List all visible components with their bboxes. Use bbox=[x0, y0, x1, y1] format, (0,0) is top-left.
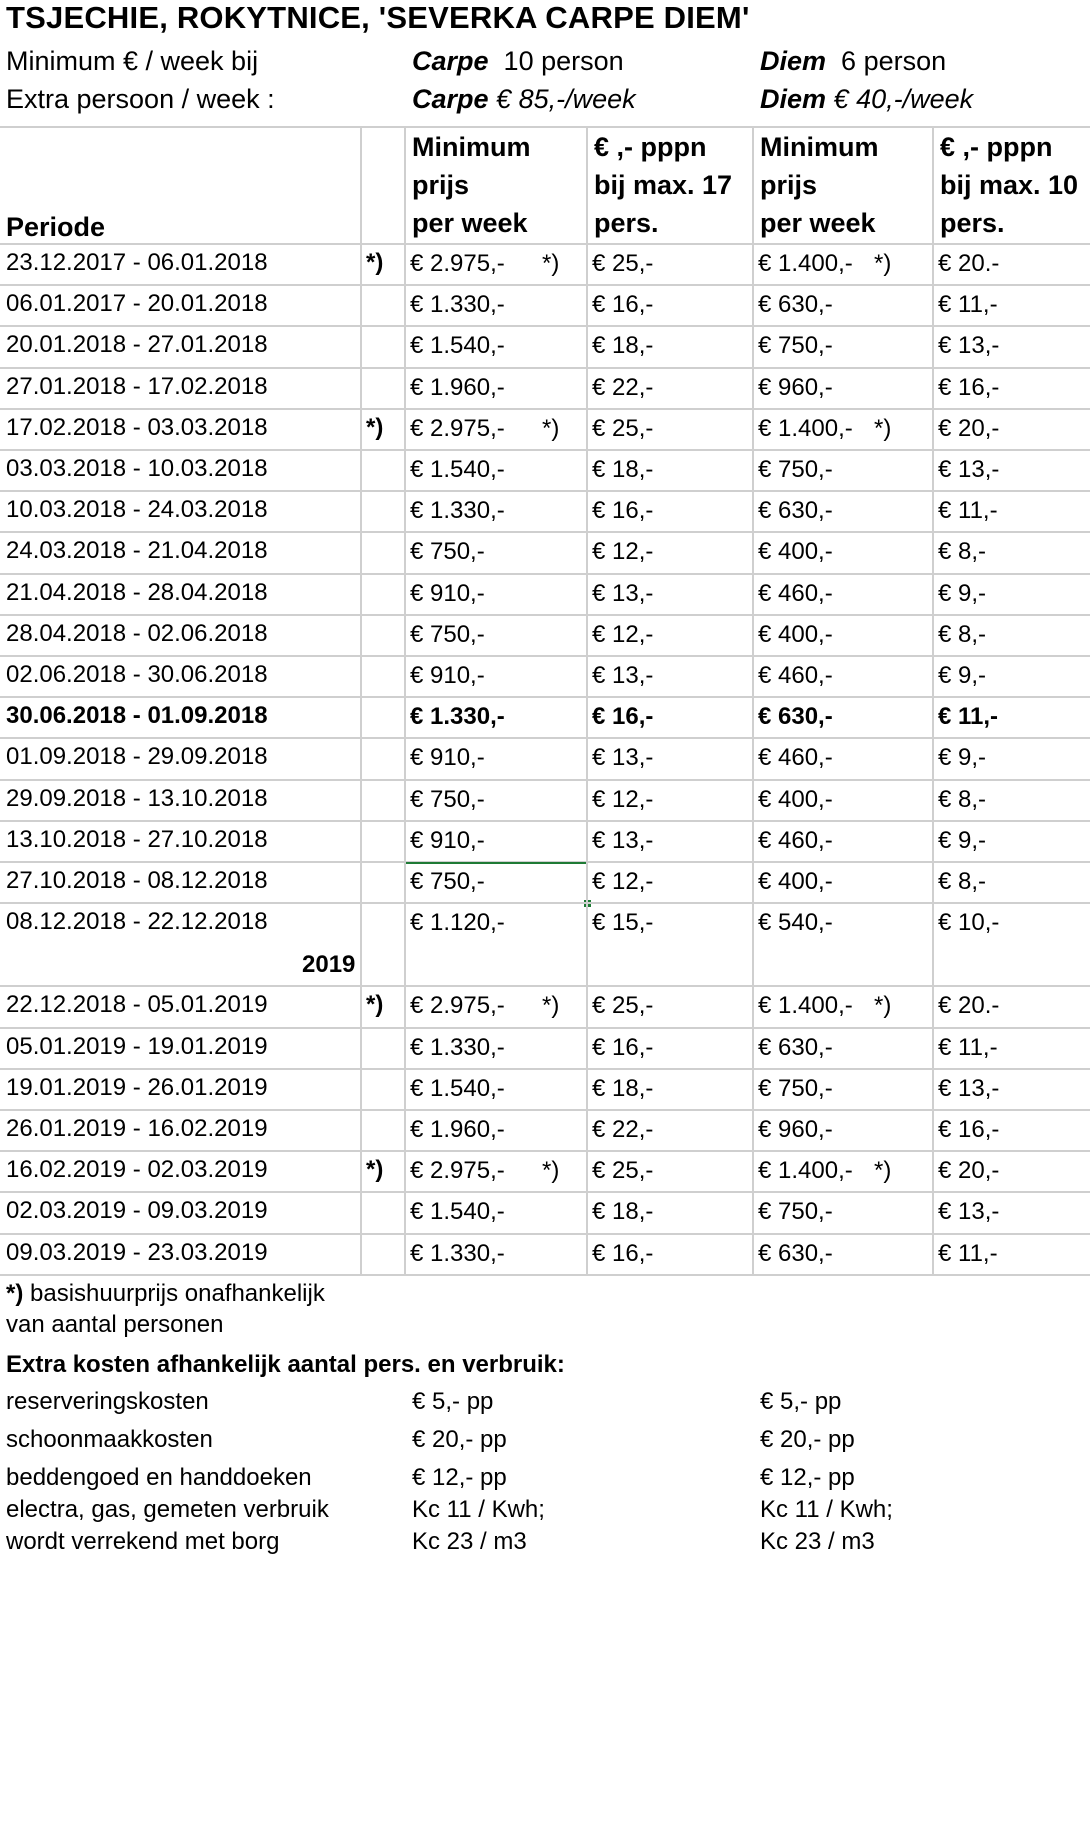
col-border bbox=[752, 126, 754, 1274]
row-carpe-pppn: € 12,- bbox=[592, 868, 654, 895]
row-border bbox=[0, 1150, 1090, 1152]
carpe-extra: Carpe € 85,-/week bbox=[412, 84, 636, 114]
row-diem-min-mark: *) bbox=[874, 414, 892, 442]
row-carpe-min: € 910,- bbox=[410, 744, 485, 772]
row-period: 10.03.2018 - 24.03.2018 bbox=[6, 496, 268, 524]
row-border bbox=[0, 655, 1090, 657]
row-diem-min: € 400,- bbox=[758, 538, 833, 566]
row-carpe-pppn: € 12,- bbox=[592, 785, 654, 813]
row-diem-pppn: € 20.- bbox=[938, 250, 1000, 277]
row-carpe-min: € 1.540,- bbox=[410, 456, 505, 483]
row-diem-min: € 960,- bbox=[758, 373, 833, 401]
row-carpe-min: € 1.120,- bbox=[410, 909, 505, 937]
col-diem-min: Minimum prijs per week bbox=[760, 132, 879, 238]
col-periode: Periode bbox=[6, 212, 106, 242]
row-period: 19.01.2019 - 26.01.2019 bbox=[6, 1073, 268, 1101]
col-carpe-min: Minimum prijs per week bbox=[412, 132, 531, 238]
row-mark: *) bbox=[366, 413, 384, 441]
extra-person-label: Extra persoon / week : bbox=[6, 84, 275, 114]
row-carpe-min: € 1.330,- bbox=[410, 497, 505, 525]
row-diem-pppn: € 11,- bbox=[938, 1033, 998, 1061]
diem-extra: Diem € 40,-/week bbox=[760, 84, 974, 114]
row-carpe-pppn: € 12,- bbox=[592, 538, 654, 566]
row-diem-pppn: € 20,- bbox=[938, 1157, 1000, 1185]
row-diem-min: € 630,- bbox=[758, 1239, 833, 1267]
extra-cost-label: wordt verrekend met borg bbox=[6, 1528, 280, 1555]
header-bottom-border bbox=[0, 243, 1090, 245]
row-diem-min-mark: *) bbox=[874, 1157, 892, 1185]
row-period: 22.12.2018 - 05.01.2019 bbox=[6, 991, 268, 1019]
row-period: 21.04.2018 - 28.04.2018 bbox=[6, 578, 268, 606]
row-carpe-pppn: € 16,- bbox=[592, 291, 654, 319]
extra-cost-diem: € 5,- pp bbox=[760, 1388, 842, 1415]
row-period: 28.04.2018 - 02.06.2018 bbox=[6, 619, 268, 647]
row-border bbox=[0, 1109, 1090, 1111]
row-border bbox=[0, 820, 1090, 822]
row-carpe-min: € 2.975,- bbox=[410, 992, 505, 1020]
row-period: 13.10.2018 - 27.10.2018 bbox=[6, 825, 268, 853]
row-diem-pppn: € 8,- bbox=[938, 785, 987, 813]
row-diem-pppn: € 9,- bbox=[938, 826, 987, 854]
row-carpe-min-mark: *) bbox=[542, 1157, 560, 1185]
extra-cost-carpe: Kc 11 / Kwh; bbox=[412, 1496, 545, 1523]
row-border bbox=[0, 490, 1090, 492]
row-diem-min: € 750,- bbox=[758, 456, 833, 483]
row-period: 24.03.2018 - 21.04.2018 bbox=[6, 537, 268, 565]
table-top-border bbox=[0, 126, 1090, 128]
carpe-minimum bbox=[412, 46, 624, 77]
row-carpe-pppn: € 13,- bbox=[592, 826, 654, 854]
row-diem-pppn: € 16,- bbox=[938, 373, 1000, 401]
diem-min-persons: 6 person bbox=[841, 46, 947, 76]
row-diem-min: € 460,- bbox=[758, 579, 833, 607]
row-carpe-min: € 1.540,- bbox=[410, 332, 505, 360]
row-diem-min: € 1.400,- bbox=[758, 414, 853, 442]
extra-cost-carpe: € 5,- pp bbox=[412, 1388, 494, 1415]
row-carpe-pppn: € 25,- bbox=[592, 250, 654, 277]
row-border bbox=[0, 985, 1090, 987]
row-carpe-pppn: € 18,- bbox=[592, 332, 654, 360]
row-carpe-min: € 2.975,- bbox=[410, 250, 505, 277]
row-carpe-pppn: € 16,- bbox=[592, 1239, 654, 1267]
row-carpe-min: € 1.330,- bbox=[410, 291, 505, 319]
minimum-label: Minimum € / week bij bbox=[6, 46, 259, 76]
row-diem-min: € 630,- bbox=[758, 291, 833, 319]
row-diem-pppn: € 11,- bbox=[938, 1239, 998, 1267]
extra-cost-diem: Kc 23 / m3 bbox=[760, 1528, 875, 1555]
row-carpe-min: € 910,- bbox=[410, 826, 485, 854]
row-carpe-min: € 1.960,- bbox=[410, 373, 505, 401]
row-diem-pppn: € 13,- bbox=[938, 456, 1000, 483]
row-carpe-pppn: € 25,- bbox=[592, 414, 654, 442]
row-diem-min: € 460,- bbox=[758, 744, 833, 772]
carpe-name: Carpe bbox=[412, 46, 489, 76]
row-period: 02.06.2018 - 30.06.2018 bbox=[6, 661, 268, 688]
row-diem-min: € 400,- bbox=[758, 620, 833, 648]
year-label: 2019 bbox=[302, 951, 356, 979]
row-carpe-min: € 1.330,- bbox=[410, 1033, 505, 1061]
row-carpe-min: € 2.975,- bbox=[410, 414, 505, 442]
row-diem-pppn: € 20,- bbox=[938, 414, 1000, 442]
row-carpe-min: € 1.540,- bbox=[410, 1074, 505, 1102]
extra-cost-label: schoonmaakkosten bbox=[6, 1426, 213, 1453]
extra-cost-carpe: € 12,- pp bbox=[412, 1464, 507, 1491]
extra-costs-heading: Extra kosten afhankelijk aantal pers. en verbruik: bbox=[6, 1351, 565, 1378]
row-carpe-min: € 750,- bbox=[410, 868, 485, 895]
col-border bbox=[360, 126, 362, 1274]
row-mark: *) bbox=[366, 249, 384, 276]
row-diem-pppn: € 8,- bbox=[938, 868, 987, 895]
row-carpe-pppn: € 13,- bbox=[592, 744, 654, 772]
row-border bbox=[0, 573, 1090, 575]
col-border bbox=[586, 126, 588, 1274]
row-carpe-min-mark: *) bbox=[542, 414, 560, 442]
row-border bbox=[0, 1233, 1090, 1235]
row-border bbox=[0, 1191, 1090, 1193]
row-border bbox=[0, 367, 1090, 369]
row-period: 16.02.2019 - 02.03.2019 bbox=[6, 1156, 268, 1184]
footnote-line-1: *) basishuurprijs onafhankelijk bbox=[6, 1280, 325, 1307]
diem-name: Diem bbox=[760, 46, 827, 76]
extra-cost-label: beddengoed en handdoeken bbox=[6, 1464, 312, 1491]
row-border bbox=[0, 902, 1090, 904]
row-carpe-pppn: € 16,- bbox=[592, 1033, 654, 1061]
row-diem-min: € 750,- bbox=[758, 332, 833, 360]
carpe-extra-price: € 85,-/week bbox=[496, 84, 636, 114]
row-carpe-pppn: € 22,- bbox=[592, 1116, 654, 1143]
row-border bbox=[0, 449, 1090, 451]
row-carpe-min: € 910,- bbox=[410, 579, 485, 607]
row-period: 05.01.2019 - 19.01.2019 bbox=[6, 1032, 268, 1060]
row-period: 23.12.2017 - 06.01.2018 bbox=[6, 249, 268, 276]
row-diem-pppn: € 13,- bbox=[938, 1074, 1000, 1102]
row-carpe-pppn: € 12,- bbox=[592, 620, 654, 648]
row-carpe-pppn: € 15,- bbox=[592, 909, 654, 937]
row-carpe-min: € 750,- bbox=[410, 538, 485, 566]
extra-cost-carpe: Kc 23 / m3 bbox=[412, 1528, 527, 1555]
row-carpe-pppn: € 25,- bbox=[592, 1157, 654, 1185]
row-diem-min: € 400,- bbox=[758, 785, 833, 813]
row-carpe-min: € 1.330,- bbox=[410, 1239, 505, 1267]
row-period: 03.03.2018 - 10.03.2018 bbox=[6, 455, 268, 482]
carpe-min-persons: 10 person bbox=[503, 46, 624, 76]
row-mark: *) bbox=[366, 991, 384, 1019]
row-diem-pppn: € 11,- bbox=[938, 703, 999, 731]
row-carpe-pppn: € 16,- bbox=[592, 497, 654, 525]
selected-cell[interactable] bbox=[404, 862, 588, 904]
row-diem-pppn: € 20.- bbox=[938, 992, 1000, 1020]
row-border bbox=[0, 1027, 1090, 1029]
row-period: 30.06.2018 - 01.09.2018 bbox=[6, 702, 268, 730]
extra-cost-diem: € 12,- pp bbox=[760, 1464, 855, 1491]
diem-extra-price: € 40,-/week bbox=[833, 84, 974, 114]
row-diem-pppn: € 10,- bbox=[938, 909, 1000, 937]
row-diem-pppn: € 8,- bbox=[938, 538, 987, 566]
col-border bbox=[404, 126, 406, 1274]
row-border bbox=[0, 1274, 1090, 1276]
row-border bbox=[0, 614, 1090, 616]
row-diem-min: € 1.400,- bbox=[758, 250, 853, 277]
row-diem-pppn: € 13,- bbox=[938, 332, 1000, 360]
row-diem-pppn: € 9,- bbox=[938, 662, 987, 689]
row-carpe-min: € 750,- bbox=[410, 620, 485, 648]
row-period: 20.01.2018 - 27.01.2018 bbox=[6, 331, 268, 359]
row-carpe-min-mark: *) bbox=[542, 992, 560, 1020]
row-diem-min: € 630,- bbox=[758, 703, 833, 731]
row-mark: *) bbox=[366, 1156, 384, 1184]
row-border bbox=[0, 284, 1090, 286]
extra-cost-diem: € 20,- pp bbox=[760, 1426, 855, 1453]
row-period: 27.01.2018 - 17.02.2018 bbox=[6, 372, 268, 400]
row-border bbox=[0, 531, 1090, 533]
row-diem-min-mark: *) bbox=[874, 250, 892, 277]
row-diem-min: € 460,- bbox=[758, 826, 833, 854]
row-border bbox=[0, 408, 1090, 410]
row-carpe-min: € 2.975,- bbox=[410, 1157, 505, 1185]
row-carpe-min-mark: *) bbox=[542, 250, 560, 277]
row-diem-min: € 750,- bbox=[758, 1074, 833, 1102]
row-diem-pppn: € 13,- bbox=[938, 1198, 1000, 1226]
row-period: 08.12.2018 - 22.12.2018 bbox=[6, 908, 268, 936]
col-diem-pppn: € ,- pppn bij max. 10 pers. bbox=[940, 132, 1079, 238]
row-carpe-min: € 1.330,- bbox=[410, 703, 505, 731]
row-diem-pppn: € 9,- bbox=[938, 579, 987, 607]
row-period: 26.01.2019 - 16.02.2019 bbox=[6, 1115, 268, 1142]
page-title: TSJECHIE, ROKYTNICE, 'SEVERKA CARPE DIEM' bbox=[6, 0, 750, 35]
row-border bbox=[0, 696, 1090, 698]
row-period: 17.02.2018 - 03.03.2018 bbox=[6, 413, 268, 441]
row-diem-pppn: € 11,- bbox=[938, 497, 998, 525]
row-diem-min: € 630,- bbox=[758, 1033, 833, 1061]
extra-cost-carpe: € 20,- pp bbox=[412, 1426, 507, 1453]
row-carpe-min: € 1.540,- bbox=[410, 1198, 505, 1226]
row-border bbox=[0, 1068, 1090, 1070]
row-carpe-pppn: € 18,- bbox=[592, 1198, 654, 1226]
row-carpe-min: € 910,- bbox=[410, 662, 485, 689]
row-diem-min: € 540,- bbox=[758, 909, 833, 937]
row-diem-min: € 400,- bbox=[758, 868, 833, 895]
row-diem-min-mark: *) bbox=[874, 992, 892, 1020]
row-carpe-pppn: € 22,- bbox=[592, 373, 654, 401]
row-diem-pppn: € 8,- bbox=[938, 620, 987, 648]
row-diem-min: € 460,- bbox=[758, 662, 833, 689]
row-period: 29.09.2018 - 13.10.2018 bbox=[6, 784, 268, 812]
row-diem-min: € 750,- bbox=[758, 1198, 833, 1226]
row-period: 09.03.2019 - 23.03.2019 bbox=[6, 1238, 268, 1266]
extra-cost-diem: Kc 11 / Kwh; bbox=[760, 1496, 893, 1523]
row-carpe-pppn: € 16,- bbox=[592, 703, 654, 731]
row-carpe-min: € 1.960,- bbox=[410, 1116, 505, 1143]
row-carpe-pppn: € 13,- bbox=[592, 662, 654, 689]
row-carpe-pppn: € 13,- bbox=[592, 579, 654, 607]
row-border bbox=[0, 325, 1090, 327]
row-diem-min: € 1.400,- bbox=[758, 992, 853, 1020]
col-carpe-pppn: € ,- pppn bij max. 17 pers. bbox=[594, 132, 733, 238]
row-carpe-pppn: € 18,- bbox=[592, 456, 654, 483]
row-border bbox=[0, 737, 1090, 739]
row-diem-pppn: € 9,- bbox=[938, 744, 987, 772]
extra-cost-label: reserveringskosten bbox=[6, 1388, 209, 1415]
row-diem-pppn: € 16,- bbox=[938, 1116, 1000, 1143]
row-period: 01.09.2018 - 29.09.2018 bbox=[6, 743, 268, 771]
row-diem-pppn: € 11,- bbox=[938, 291, 998, 319]
row-carpe-min: € 750,- bbox=[410, 785, 485, 813]
extra-cost-label: electra, gas, gemeten verbruik bbox=[6, 1496, 329, 1523]
row-diem-min: € 960,- bbox=[758, 1116, 833, 1143]
row-diem-min: € 1.400,- bbox=[758, 1157, 853, 1185]
footnote-line-2: van aantal personen bbox=[6, 1311, 224, 1338]
row-diem-min: € 630,- bbox=[758, 497, 833, 525]
row-carpe-pppn: € 18,- bbox=[592, 1074, 654, 1102]
row-carpe-pppn: € 25,- bbox=[592, 992, 654, 1020]
row-period: 27.10.2018 - 08.12.2018 bbox=[6, 867, 268, 894]
col-border bbox=[932, 126, 934, 1274]
row-border bbox=[0, 779, 1090, 781]
row-period: 06.01.2017 - 20.01.2018 bbox=[6, 290, 268, 318]
row-period: 02.03.2019 - 09.03.2019 bbox=[6, 1197, 268, 1225]
diem-minimum bbox=[760, 46, 946, 77]
